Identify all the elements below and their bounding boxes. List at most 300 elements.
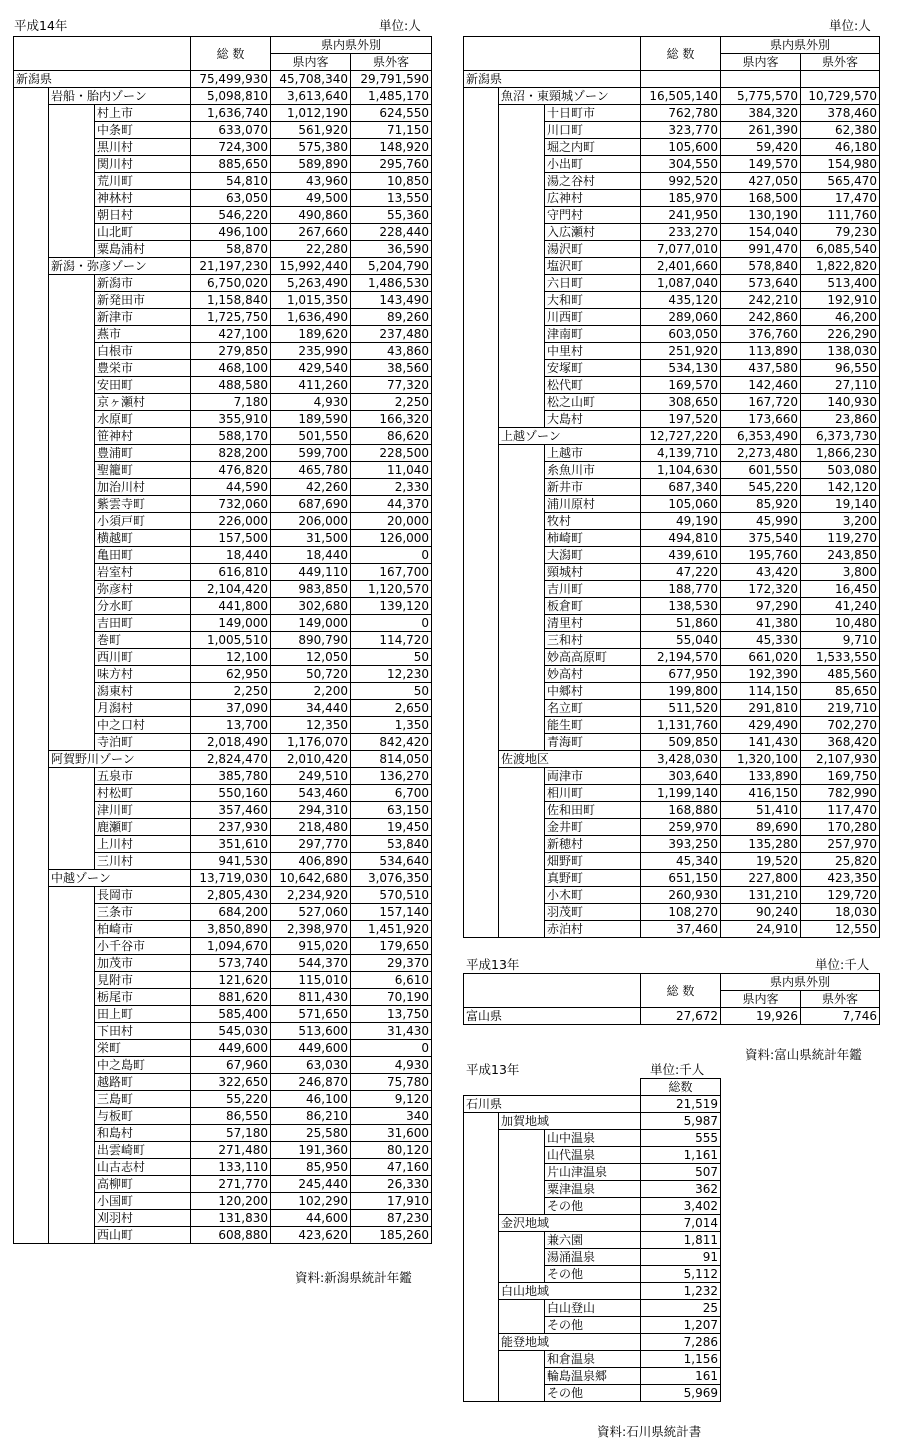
municipality-name: 津川町 [95, 802, 191, 819]
municipality-name: 刈羽村 [95, 1210, 191, 1227]
municipality-total: 168,880 [641, 802, 721, 819]
municipality-inside: 85,920 [721, 496, 801, 513]
municipality-name: 高柳町 [95, 1176, 191, 1193]
municipality-name: 佐和田町 [545, 802, 641, 819]
municipality-outside: 62,380 [801, 122, 880, 139]
municipality-outside: 71,150 [351, 122, 432, 139]
municipality-name: 豊栄市 [95, 360, 191, 377]
area-total: 7,014 [641, 1215, 721, 1232]
municipality-outside: 295,760 [351, 156, 432, 173]
municipality-total: 1,636,740 [191, 105, 271, 122]
municipality-inside: 85,950 [271, 1159, 351, 1176]
municipality-total: 62,950 [191, 666, 271, 683]
municipality-total: 885,650 [191, 156, 271, 173]
municipality-name: 聖籠町 [95, 462, 191, 479]
municipality-total: 511,520 [641, 700, 721, 717]
zone-outside: 5,204,790 [351, 258, 432, 275]
spot-name: 白山登山 [545, 1300, 641, 1317]
municipality-inside: 544,370 [271, 955, 351, 972]
municipality-total: 1,131,760 [641, 717, 721, 734]
municipality-name: 西山町 [95, 1227, 191, 1244]
municipality-outside: 6,700 [351, 785, 432, 802]
municipality-total: 608,880 [191, 1227, 271, 1244]
municipality-total: 323,770 [641, 122, 721, 139]
municipality-inside: 601,550 [721, 462, 801, 479]
municipality-inside: 1,012,190 [271, 105, 351, 122]
header-total-right: 総 数 [641, 37, 721, 71]
municipality-inside: 429,490 [721, 717, 801, 734]
municipality-name: 上越市 [545, 445, 641, 462]
prefecture-name: 新潟県 [464, 71, 641, 88]
municipality-name: 横越町 [95, 530, 191, 547]
municipality-inside: 543,460 [271, 785, 351, 802]
municipality-name: 見附市 [95, 972, 191, 989]
municipality-name: 大島村 [545, 411, 641, 428]
municipality-total: 57,180 [191, 1125, 271, 1142]
toyama-corner [464, 974, 641, 1008]
municipality-inside: 242,860 [721, 309, 801, 326]
spot-name: その他 [545, 1317, 641, 1334]
municipality-inside: 195,760 [721, 547, 801, 564]
municipality-name: 山古志村 [95, 1159, 191, 1176]
spot-name: 輪島温泉郷 [545, 1368, 641, 1385]
municipality-inside: 41,380 [721, 615, 801, 632]
spot-name: その他 [545, 1198, 641, 1215]
municipality-name: 五泉市 [95, 768, 191, 785]
table-row [464, 1300, 721, 1317]
municipality-inside: 235,990 [271, 343, 351, 360]
municipality-outside: 167,700 [351, 564, 432, 581]
zone-outside: 1,485,170 [351, 88, 432, 105]
zone-name: 上越ゾーン [499, 428, 641, 445]
table-row [464, 1008, 880, 1025]
municipality-inside: 218,480 [271, 819, 351, 836]
municipality-outside: 31,600 [351, 1125, 432, 1142]
municipality-total: 550,160 [191, 785, 271, 802]
municipality-outside: 368,420 [801, 734, 880, 751]
municipality-inside: 189,620 [271, 326, 351, 343]
corner-cell-right [464, 37, 641, 71]
spot-total: 1,207 [641, 1317, 721, 1334]
municipality-inside: 915,020 [271, 938, 351, 955]
municipality-total: 488,580 [191, 377, 271, 394]
municipality-total: 55,220 [191, 1091, 271, 1108]
municipality-total: 49,190 [641, 513, 721, 530]
municipality-inside: 133,890 [721, 768, 801, 785]
zone-row [14, 258, 432, 275]
zone-row [14, 88, 432, 105]
toyama-total: 27,672 [641, 1008, 721, 1025]
municipality-name: 分水町 [95, 598, 191, 615]
municipality-total: 308,650 [641, 394, 721, 411]
municipality-inside: 154,040 [721, 224, 801, 241]
municipality-inside: 49,500 [271, 190, 351, 207]
municipality-outside: 13,550 [351, 190, 432, 207]
area-total: 7,286 [641, 1334, 721, 1351]
municipality-outside: 378,460 [801, 105, 880, 122]
municipality-outside: 243,850 [801, 547, 880, 564]
municipality-name: 出雲崎町 [95, 1142, 191, 1159]
area-row [464, 1215, 721, 1232]
municipality-outside: 179,650 [351, 938, 432, 955]
municipality-outside: 36,590 [351, 241, 432, 258]
zone-indent-cell [49, 105, 95, 258]
municipality-total: 509,850 [641, 734, 721, 751]
municipality-name: 村松町 [95, 785, 191, 802]
municipality-outside: 166,320 [351, 411, 432, 428]
indent-cell [464, 1113, 499, 1402]
municipality-outside: 114,720 [351, 632, 432, 649]
municipality-outside: 50 [351, 683, 432, 700]
municipality-outside: 2,250 [351, 394, 432, 411]
municipality-name: 大潟町 [545, 547, 641, 564]
municipality-name: 堀之内町 [545, 139, 641, 156]
municipality-total: 355,910 [191, 411, 271, 428]
municipality-total: 226,000 [191, 513, 271, 530]
municipality-total: 149,000 [191, 615, 271, 632]
municipality-inside: 983,850 [271, 581, 351, 598]
municipality-name: 栃尾市 [95, 989, 191, 1006]
municipality-total: 1,199,140 [641, 785, 721, 802]
municipality-outside: 3,800 [801, 564, 880, 581]
zone-name: 魚沼・東頸城ゾーン [499, 88, 641, 105]
municipality-inside: 63,030 [271, 1057, 351, 1074]
municipality-inside: 45,990 [721, 513, 801, 530]
municipality-outside: 27,110 [801, 377, 880, 394]
table-row [14, 887, 432, 904]
municipality-inside: 501,550 [271, 428, 351, 445]
municipality-total: 534,130 [641, 360, 721, 377]
municipality-total: 55,040 [641, 632, 721, 649]
municipality-outside: 534,640 [351, 853, 432, 870]
municipality-total: 724,300 [191, 139, 271, 156]
indent-cell [14, 88, 49, 1244]
area-name: 白山地域 [499, 1283, 641, 1300]
prefecture-inside: 45,708,340 [271, 71, 351, 88]
municipality-inside: 890,790 [271, 632, 351, 649]
municipality-total: 732,060 [191, 496, 271, 513]
municipality-name: 川西町 [545, 309, 641, 326]
area-row [464, 1334, 721, 1351]
municipality-total: 259,970 [641, 819, 721, 836]
municipality-inside: 135,280 [721, 836, 801, 853]
municipality-outside: 6,610 [351, 972, 432, 989]
municipality-outside: 63,150 [351, 802, 432, 819]
municipality-outside: 154,980 [801, 156, 880, 173]
area-indent-cell [499, 1232, 545, 1283]
municipality-inside: 513,600 [271, 1023, 351, 1040]
zone-outside: 10,729,570 [801, 88, 880, 105]
zone-inside: 1,320,100 [721, 751, 801, 768]
municipality-outside: 70,190 [351, 989, 432, 1006]
zone-indent-cell [49, 275, 95, 751]
prefecture-name: 新潟県 [14, 71, 191, 88]
municipality-name: 中之島町 [95, 1057, 191, 1074]
spot-total: 161 [641, 1368, 721, 1385]
municipality-outside: 138,030 [801, 343, 880, 360]
municipality-inside: 97,290 [721, 598, 801, 615]
municipality-total: 449,600 [191, 1040, 271, 1057]
municipality-outside: 25,820 [801, 853, 880, 870]
municipality-inside: 59,420 [721, 139, 801, 156]
municipality-inside: 167,720 [721, 394, 801, 411]
zone-total: 12,727,220 [641, 428, 721, 445]
municipality-total: 435,120 [641, 292, 721, 309]
table-row [14, 105, 432, 122]
zone-name: 佐渡地区 [499, 751, 641, 768]
municipality-outside: 41,240 [801, 598, 880, 615]
municipality-name: 燕市 [95, 326, 191, 343]
municipality-name: 十日町市 [545, 105, 641, 122]
municipality-total: 427,100 [191, 326, 271, 343]
municipality-total: 2,250 [191, 683, 271, 700]
municipality-inside: 449,110 [271, 564, 351, 581]
municipality-inside: 189,590 [271, 411, 351, 428]
municipality-total: 393,250 [641, 836, 721, 853]
zone-name: 中越ゾーン [49, 870, 191, 887]
municipality-inside: 12,350 [271, 717, 351, 734]
municipality-total: 105,060 [641, 496, 721, 513]
municipality-total: 684,200 [191, 904, 271, 921]
municipality-name: 安田町 [95, 377, 191, 394]
municipality-outside: 111,760 [801, 207, 880, 224]
municipality-outside: 485,560 [801, 666, 880, 683]
corner-cell [14, 37, 191, 71]
municipality-inside: 490,860 [271, 207, 351, 224]
municipality-inside: 573,640 [721, 275, 801, 292]
municipality-inside: 115,010 [271, 972, 351, 989]
municipality-inside: 227,800 [721, 870, 801, 887]
municipality-inside: 149,570 [721, 156, 801, 173]
municipality-outside: 10,480 [801, 615, 880, 632]
municipality-outside: 50 [351, 649, 432, 666]
municipality-inside: 31,500 [271, 530, 351, 547]
municipality-outside: 143,490 [351, 292, 432, 309]
municipality-total: 237,930 [191, 819, 271, 836]
municipality-name: 与板町 [95, 1108, 191, 1125]
municipality-total: 322,650 [191, 1074, 271, 1091]
municipality-name: 寺泊町 [95, 734, 191, 751]
spot-name: 和倉温泉 [545, 1351, 641, 1368]
zone-name: 新潟・弥彦ゾーン [49, 258, 191, 275]
municipality-name: 大和町 [545, 292, 641, 309]
municipality-outside: 170,280 [801, 819, 880, 836]
spot-name: その他 [545, 1385, 641, 1402]
municipality-inside: 131,210 [721, 887, 801, 904]
municipality-outside: 23,860 [801, 411, 880, 428]
municipality-outside: 6,085,540 [801, 241, 880, 258]
municipality-outside: 2,330 [351, 479, 432, 496]
zone-indent-cell [499, 105, 545, 428]
municipality-outside: 85,650 [801, 683, 880, 700]
table-row [464, 445, 880, 462]
municipality-total: 1,725,750 [191, 309, 271, 326]
municipality-name: 塩沢町 [545, 258, 641, 275]
municipality-total: 37,090 [191, 700, 271, 717]
municipality-outside: 624,550 [351, 105, 432, 122]
municipality-name: 朝日村 [95, 207, 191, 224]
spot-total: 5,112 [641, 1266, 721, 1283]
municipality-inside: 297,770 [271, 836, 351, 853]
zone-row [464, 428, 880, 445]
municipality-inside: 429,540 [271, 360, 351, 377]
municipality-name: 赤泊村 [545, 921, 641, 938]
municipality-inside: 191,360 [271, 1142, 351, 1159]
municipality-inside: 578,840 [721, 258, 801, 275]
zone-indent-cell [49, 768, 95, 870]
municipality-inside: 423,620 [271, 1227, 351, 1244]
municipality-outside: 142,120 [801, 479, 880, 496]
municipality-inside: 50,720 [271, 666, 351, 683]
municipality-name: 新潟市 [95, 275, 191, 292]
municipality-outside: 1,451,920 [351, 921, 432, 938]
municipality-outside: 13,750 [351, 1006, 432, 1023]
municipality-inside: 141,430 [721, 734, 801, 751]
municipality-outside: 1,350 [351, 717, 432, 734]
municipality-total: 289,060 [641, 309, 721, 326]
municipality-inside: 416,150 [721, 785, 801, 802]
municipality-name: 新穂村 [545, 836, 641, 853]
municipality-name: 守門村 [545, 207, 641, 224]
municipality-outside: 219,710 [801, 700, 880, 717]
municipality-outside: 423,350 [801, 870, 880, 887]
municipality-inside: 172,320 [721, 581, 801, 598]
municipality-total: 6,750,020 [191, 275, 271, 292]
zone-total: 16,505,140 [641, 88, 721, 105]
municipality-name: 小国町 [95, 1193, 191, 1210]
municipality-outside: 129,720 [801, 887, 880, 904]
municipality-inside: 192,390 [721, 666, 801, 683]
toyama-source: 資料:富山県統計年鑑 [745, 1047, 862, 1062]
spot-total: 25 [641, 1300, 721, 1317]
municipality-outside: 139,120 [351, 598, 432, 615]
municipality-total: 1,094,670 [191, 938, 271, 955]
municipality-total: 12,100 [191, 649, 271, 666]
niigata-table-right [463, 36, 880, 938]
municipality-outside: 565,470 [801, 173, 880, 190]
table-row [464, 1351, 721, 1368]
zone-indent-cell [49, 887, 95, 1244]
municipality-name: 潟東村 [95, 683, 191, 700]
municipality-outside: 89,260 [351, 309, 432, 326]
municipality-inside: 561,920 [271, 122, 351, 139]
municipality-outside: 9,120 [351, 1091, 432, 1108]
municipality-name: 中条町 [95, 122, 191, 139]
municipality-inside: 261,390 [721, 122, 801, 139]
municipality-outside: 46,200 [801, 309, 880, 326]
municipality-name: 弥彦村 [95, 581, 191, 598]
municipality-total: 271,770 [191, 1176, 271, 1193]
municipality-inside: 86,210 [271, 1108, 351, 1125]
municipality-total: 51,860 [641, 615, 721, 632]
municipality-name: 山北町 [95, 224, 191, 241]
municipality-outside: 237,480 [351, 326, 432, 343]
municipality-total: 476,820 [191, 462, 271, 479]
municipality-outside: 46,180 [801, 139, 880, 156]
municipality-name: 和島村 [95, 1125, 191, 1142]
table-row [464, 768, 880, 785]
municipality-total: 2,805,430 [191, 887, 271, 904]
ishikawa-corner [464, 1079, 641, 1096]
municipality-total: 303,640 [641, 768, 721, 785]
table-row [464, 1130, 721, 1147]
municipality-inside: 1,636,490 [271, 309, 351, 326]
municipality-outside: 148,920 [351, 139, 432, 156]
municipality-name: 神林村 [95, 190, 191, 207]
municipality-name: 西川町 [95, 649, 191, 666]
header-inside-right: 県内客 [721, 54, 801, 71]
zone-indent-cell [499, 768, 545, 938]
toyama-header-inside: 県内客 [721, 991, 801, 1008]
table-row [14, 275, 432, 292]
municipality-name: 加茂市 [95, 955, 191, 972]
ishikawa-unit-label: 単位:千人 [650, 1062, 705, 1077]
municipality-name: 両津市 [545, 768, 641, 785]
ishikawa-source: 資料:石川県統計書 [597, 1424, 702, 1439]
area-name: 金沢地域 [499, 1215, 641, 1232]
municipality-name: 広神村 [545, 190, 641, 207]
municipality-name: 相川町 [545, 785, 641, 802]
municipality-name: 川口町 [545, 122, 641, 139]
municipality-name: 湯沢町 [545, 241, 641, 258]
municipality-inside: 294,310 [271, 802, 351, 819]
municipality-name: 三島町 [95, 1091, 191, 1108]
municipality-name: 加治川村 [95, 479, 191, 496]
municipality-outside: 228,440 [351, 224, 432, 241]
municipality-inside: 267,660 [271, 224, 351, 241]
municipality-name: 頸城村 [545, 564, 641, 581]
municipality-inside: 34,440 [271, 700, 351, 717]
municipality-inside: 545,220 [721, 479, 801, 496]
municipality-total: 3,850,890 [191, 921, 271, 938]
area-total: 5,987 [641, 1113, 721, 1130]
prefecture-outside [801, 71, 880, 88]
municipality-total: 2,401,660 [641, 258, 721, 275]
zone-row [14, 751, 432, 768]
municipality-outside: 185,260 [351, 1227, 432, 1244]
municipality-inside: 449,600 [271, 1040, 351, 1057]
prefecture-row [464, 1096, 721, 1113]
municipality-total: 86,550 [191, 1108, 271, 1125]
municipality-total: 18,440 [191, 547, 271, 564]
municipality-name: 能生町 [545, 717, 641, 734]
area-indent-cell [499, 1300, 545, 1334]
municipality-total: 439,610 [641, 547, 721, 564]
municipality-outside: 4,930 [351, 1057, 432, 1074]
prefecture-outside: 29,791,590 [351, 71, 432, 88]
municipality-name: 松之山町 [545, 394, 641, 411]
municipality-outside: 513,400 [801, 275, 880, 292]
prefecture-row [14, 71, 432, 88]
municipality-inside: 46,100 [271, 1091, 351, 1108]
municipality-outside: 29,370 [351, 955, 432, 972]
municipality-name: 水原町 [95, 411, 191, 428]
municipality-name: 小出町 [545, 156, 641, 173]
table-row [464, 1232, 721, 1249]
niigata-unit-label-right: 単位:人 [829, 18, 871, 33]
municipality-name: 糸魚川市 [545, 462, 641, 479]
municipality-name: 京ヶ瀬村 [95, 394, 191, 411]
municipality-name: 中里村 [545, 343, 641, 360]
municipality-total: 603,050 [641, 326, 721, 343]
municipality-total: 1,005,510 [191, 632, 271, 649]
municipality-name: 長岡市 [95, 887, 191, 904]
municipality-inside: 427,050 [721, 173, 801, 190]
municipality-outside: 43,860 [351, 343, 432, 360]
municipality-total: 762,780 [641, 105, 721, 122]
municipality-total: 881,620 [191, 989, 271, 1006]
municipality-name: 亀田町 [95, 547, 191, 564]
